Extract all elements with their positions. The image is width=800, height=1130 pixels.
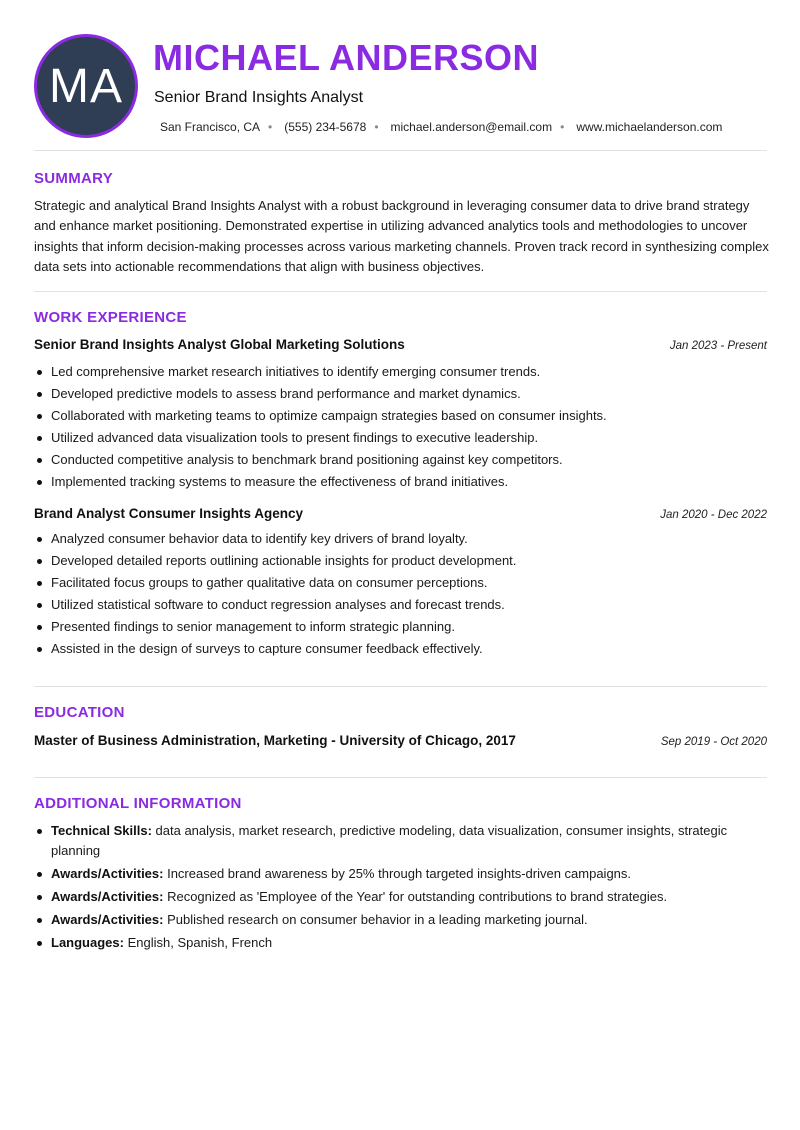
list-item: Implemented tracking systems to measure the effectiveness of brand initiatives. bbox=[34, 471, 767, 493]
education-degree: Master of Business Administration, Marketing - University of Chicago, 2017 bbox=[34, 733, 516, 748]
job-bullets bbox=[34, 528, 767, 660]
list-item: Led comprehensive market research initiatives to identify emerging consumer trends. bbox=[34, 361, 767, 383]
separator-dot-icon: • bbox=[374, 120, 379, 134]
info-text: Increased brand awareness by 25% through targeted insights-driven campaigns. bbox=[163, 865, 632, 881]
job-role: Brand Analyst Consumer Insights Agency bbox=[34, 506, 304, 521]
education-dates: Sep 2019 - Oct 2020 bbox=[660, 736, 767, 748]
contact-row bbox=[160, 119, 722, 135]
bullet-icon bbox=[37, 414, 42, 419]
bullet-icon bbox=[37, 625, 42, 630]
candidate-title: Senior Brand Insights Analyst bbox=[154, 89, 364, 106]
list-item: Analyzed consumer behavior data to identify key drivers of brand loyalty. bbox=[34, 528, 767, 550]
list-item bbox=[34, 821, 767, 860]
list-item bbox=[34, 910, 767, 930]
info-text: data analysis, market research, predictive modeling, data visualization, consumer insights, strategic planning bbox=[51, 823, 728, 858]
divider bbox=[34, 686, 767, 687]
job-role: Senior Brand Insights Analyst Global Marketing Solutions bbox=[34, 337, 405, 352]
bullet-icon bbox=[37, 918, 42, 923]
job-dates: Jan 2020 - Dec 2022 bbox=[660, 509, 767, 521]
list-item: Presented findings to senior management to inform strategic planning. bbox=[34, 616, 767, 638]
info-text: Published research on consumer behavior in a leading marketing journal. bbox=[163, 911, 588, 927]
list-item: Assisted in the design of surveys to capture consumer feedback effectively. bbox=[34, 638, 767, 660]
bullet-icon bbox=[37, 647, 42, 652]
section-title-summary: SUMMARY bbox=[34, 170, 114, 187]
section-title-additional: ADDITIONAL INFORMATION bbox=[34, 795, 242, 812]
bullet-icon bbox=[37, 872, 42, 877]
contact-phone: (555) 234-5678 bbox=[284, 120, 367, 134]
contact-email[interactable]: michael.anderson@email.com bbox=[390, 120, 553, 134]
info-label: Technical Skills: bbox=[51, 823, 152, 838]
list-item: Utilized statistical software to conduct regression analyses and forecast trends. bbox=[34, 594, 767, 616]
list-item: Utilized advanced data visualization tools to present findings to executive leadership. bbox=[34, 427, 767, 449]
list-item: Developed detailed reports outlining actionable insights for product development. bbox=[34, 550, 767, 572]
list-item bbox=[34, 887, 767, 907]
list-item bbox=[34, 864, 767, 884]
list-item: Conducted competitive analysis to benchmark brand positioning against key competitors. bbox=[34, 449, 767, 471]
section-title-experience: WORK EXPERIENCE bbox=[34, 309, 187, 326]
separator-dot-icon: • bbox=[560, 120, 565, 134]
bullet-icon bbox=[37, 829, 42, 834]
bullet-icon bbox=[37, 559, 42, 564]
divider bbox=[34, 291, 767, 292]
bullet-icon bbox=[37, 603, 42, 608]
bullet-icon bbox=[37, 941, 42, 946]
info-text: Recognized as 'Employee of the Year' for outstanding contributions to brand strategies. bbox=[163, 888, 668, 904]
bullet-icon bbox=[37, 537, 42, 542]
info-label: Awards/Activities: bbox=[51, 888, 164, 904]
candidate-name: MICHAEL ANDERSON bbox=[153, 37, 540, 78]
bullet-icon bbox=[37, 895, 42, 900]
info-text: English, Spanish, French bbox=[123, 934, 273, 950]
bullet-icon bbox=[37, 458, 42, 463]
info-label: Awards/Activities: bbox=[51, 911, 164, 927]
job-header bbox=[34, 337, 767, 352]
avatar-initials: MA bbox=[49, 59, 123, 113]
contact-location: San Francisco, CA bbox=[160, 120, 261, 134]
job-bullets bbox=[34, 361, 767, 493]
list-item: Facilitated focus groups to gather qualitative data on consumer perceptions. bbox=[34, 572, 767, 594]
bullet-icon bbox=[37, 392, 42, 397]
job-header bbox=[34, 506, 767, 521]
summary-text: Strategic and analytical Brand Insights Analyst with a robust background in leveraging consumer data to drive brand strategy and enhance market positioning. Demonstrated expertise in utilizing advanced analytics tools and methodologies to uncover insights that inform decision-making processes across various marketing channels. Proven track record in synthesizing complex data sets into actionable recommendations that align with business objectives. bbox=[34, 198, 769, 274]
additional-info-list bbox=[34, 821, 767, 956]
list-item bbox=[34, 933, 767, 953]
avatar bbox=[34, 34, 138, 138]
section-title-education: EDUCATION bbox=[34, 704, 125, 721]
list-item: Collaborated with marketing teams to optimize campaign strategies based on consumer insights. bbox=[34, 405, 767, 427]
contact-website[interactable]: www.michaelanderson.com bbox=[576, 120, 723, 134]
bullet-icon bbox=[37, 436, 42, 441]
bullet-icon bbox=[37, 480, 42, 485]
divider bbox=[34, 150, 767, 151]
bullet-icon bbox=[37, 370, 42, 375]
bullet-icon bbox=[37, 581, 42, 586]
education-entry bbox=[34, 733, 767, 748]
info-label: Languages: bbox=[51, 934, 124, 950]
job-dates: Jan 2023 - Present bbox=[669, 340, 767, 352]
divider bbox=[34, 777, 767, 778]
separator-dot-icon: • bbox=[268, 120, 273, 134]
info-label: Awards/Activities: bbox=[51, 865, 164, 881]
list-item: Developed predictive models to assess brand performance and market dynamics. bbox=[34, 383, 767, 405]
